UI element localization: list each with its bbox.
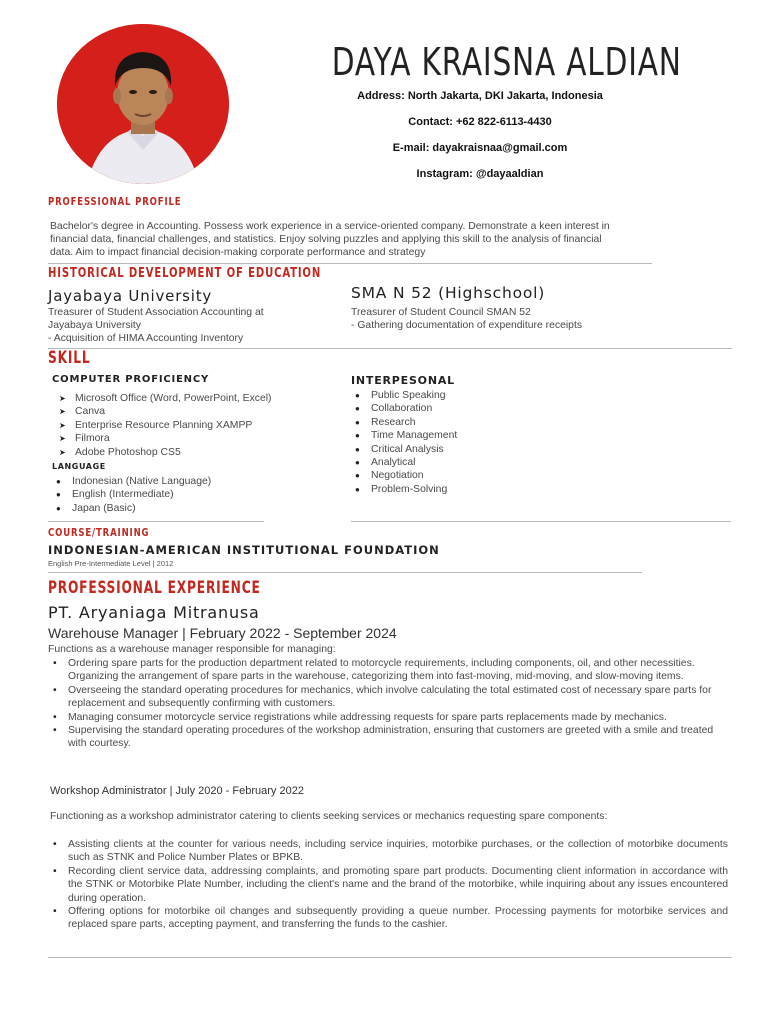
instagram-line: Instagram: @dayaaldian: [416, 168, 544, 180]
divider: [48, 263, 652, 264]
list-item: ● Time Management: [355, 430, 458, 442]
course-section-title: COURSE/TRAINING: [48, 526, 150, 539]
profile-line: financial data, financial challenges, and statistics. Enjoy solving puzzles and applying this skill to the analysis of financial: [50, 234, 602, 245]
list-item: • Managing consumer motorcycle service registrations while addressing requests for spare parts replacements made by mechanics.: [48, 711, 728, 724]
interpersonal-list: [351, 389, 457, 496]
divider: [48, 572, 642, 573]
bullet-icon: ●: [56, 503, 61, 513]
divider: [351, 521, 731, 522]
list-item: ● Critical Analysis: [355, 443, 444, 455]
course-detail: English Pre-Intermediate Level | 2012: [48, 559, 174, 568]
university-name: Jayabaya University: [48, 287, 213, 305]
address-line: Address: North Jakarta, DKI Jakarta, Indonesia: [357, 90, 603, 102]
list-item: ● Negotiation: [355, 470, 424, 482]
bullet-icon: ●: [355, 391, 360, 400]
list-item: ● English (Intermediate): [56, 489, 174, 501]
role-duties-list: [48, 657, 728, 751]
list-item: • Ordering spare parts for the production department related to motorcycle requirements, including components, oil, and other necessities. Organizing the arrangement of spare parts in the warehouse, categorizing them into fast-moving, mid-moving, and slow-moving items.: [48, 657, 728, 684]
list-item: ➤ Adobe Photoshop CS5: [59, 446, 181, 458]
profile-section-title: PROFESSIONAL PROFILE: [48, 195, 182, 208]
list-item: ● Public Speaking: [355, 390, 446, 401]
experience-section-title: PROFESSIONAL EXPERIENCE: [48, 578, 261, 598]
list-item: ● Problem-Solving: [355, 483, 448, 495]
education-line: - Acquisition of HIMA Accounting Inventory: [48, 333, 244, 344]
role-intro: Functioning as a workshop administrator catering to clients seeking services or mechanics requesting spare components:: [50, 811, 608, 822]
role-title: Warehouse Manager | February 2022 - September 2024: [48, 625, 397, 641]
course-name: INDONESIAN-AMERICAN INSTITUTIONAL FOUNDATION: [48, 543, 440, 557]
profile-line: data. Aim to impact financial decision-making corporate performance and strategy: [50, 247, 426, 258]
contact-line: Contact: +62 822-6113-4430: [408, 116, 552, 128]
candidate-name: DAYA KRAISNA ALDIAN: [331, 40, 682, 84]
interpersonal-title: INTERPESONAL: [351, 374, 455, 387]
highschool-details: [351, 306, 731, 332]
role-intro: Functions as a warehouse manager responsible for managing:: [48, 644, 336, 655]
list-item: • Offering options for motorbike oil changes and subsequently providing a queue number. Processing payments for motorbike services and replaced spare parts, accepting payment, and transferring the funds to the cashier.: [48, 905, 728, 932]
university-details: [48, 306, 338, 345]
arrow-bullet-icon: ➤: [59, 420, 66, 430]
divider: [48, 957, 732, 958]
bullet-icon: ●: [355, 404, 360, 414]
computer-skill-list: [55, 392, 272, 459]
bullet-icon: ●: [355, 444, 360, 454]
bullet-icon: ●: [56, 490, 61, 500]
profile-line: Bachelor's degree in Accounting. Possess work experience in a service-oriented company. Demonstrate a keen interest in: [50, 221, 610, 232]
list-item: • Recording client service data, addressing complaints, and promoting spare part products. Documenting client information in accordance with the STNK or Motorbike Plate Number, including the client's name and the brand of the motorbike, while inquiring about any issues encountered during operation.: [48, 865, 728, 905]
education-line: - Gathering documentation of expenditure receipts: [351, 320, 583, 331]
education-section-title: HISTORICAL DEVELOPMENT OF EDUCATION: [48, 266, 322, 281]
list-item: ● Analytical: [355, 457, 416, 469]
list-item: ● Collaboration: [355, 403, 433, 415]
role-title: Workshop Administrator | July 2020 - February 2022: [50, 785, 304, 797]
divider: [48, 348, 732, 349]
arrow-bullet-icon: ➤: [59, 447, 66, 457]
computer-proficiency-title: COMPUTER PROFICIENCY: [52, 374, 209, 385]
highschool-name: SMA N 52 (Highschool): [351, 284, 546, 302]
bullet-icon: ●: [355, 484, 360, 494]
language-title: LANGUAGE: [52, 462, 106, 471]
bullet-icon: ●: [355, 431, 360, 441]
email-line: E-mail: dayakraisnaa@gmail.com: [392, 142, 568, 154]
list-item: ➤ Enterprise Resource Planning XAMPP: [59, 419, 253, 431]
divider: [48, 521, 264, 522]
profile-photo: [57, 24, 229, 184]
role-duties-list: [48, 838, 728, 932]
list-item: • Overseeing the standard operating procedures for mechanics, which involve calculating the total estimated cost of necessary spare parts for replacement and subsequently confirming with customers.: [48, 684, 728, 711]
education-line: Jayabaya University: [48, 320, 141, 331]
list-item: ➤ Microsoft Office (Word, PowerPoint, Excel): [59, 393, 272, 404]
skill-section-title: SKILL: [48, 348, 91, 368]
bullet-icon: ●: [355, 458, 360, 468]
list-item: ➤ Filmora: [59, 433, 110, 445]
bullet-icon: ●: [56, 477, 61, 486]
arrow-bullet-icon: ➤: [59, 394, 66, 403]
bullet-icon: ●: [355, 417, 360, 427]
education-line: Treasurer of Student Council SMAN 52: [351, 307, 531, 318]
profile-summary: [50, 220, 740, 259]
list-item: ● Japan (Basic): [56, 502, 136, 514]
arrow-bullet-icon: ➤: [59, 434, 66, 444]
list-item: ➤ Canva: [59, 406, 106, 418]
language-list: [52, 475, 211, 515]
education-line: Treasurer of Student Association Accounting at: [48, 307, 264, 318]
bullet-icon: ●: [355, 471, 360, 481]
company-name: PT. Aryaniaga Mitranusa: [48, 603, 260, 622]
list-item: • Supervising the standard operating procedures of the workshop administration, ensuring that customers are greeted with a smile and treated with courtesy.: [48, 724, 728, 751]
list-item: • Assisting clients at the counter for various needs, including service inquiries, motorbike purchases, or the collection of motorbike documents such as STNK and Police Number Plates or BPKB.: [48, 838, 728, 865]
arrow-bullet-icon: ➤: [59, 407, 66, 417]
portrait-image: [57, 24, 229, 184]
list-item: ● Research: [355, 416, 416, 428]
list-item: ● Indonesian (Native Language): [56, 476, 212, 487]
